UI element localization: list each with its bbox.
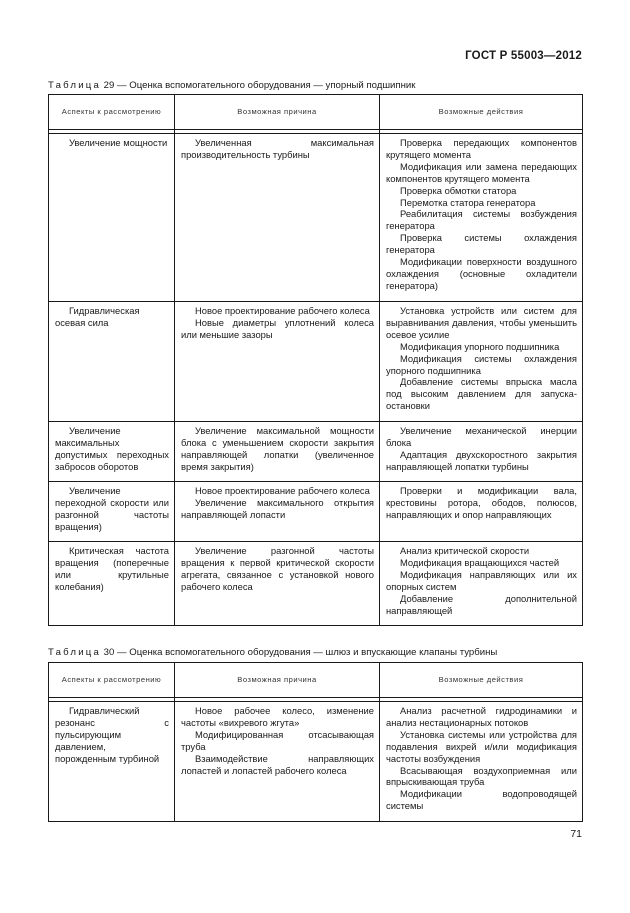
cause-cell: Увеличенная максимальная производительность турбины	[175, 134, 380, 302]
table-row	[49, 302, 583, 422]
column-header-cause: Возможная причина	[175, 663, 380, 698]
column-header-aspects: Аспекты к рассмотрению	[49, 663, 175, 698]
table-30-caption	[48, 647, 497, 658]
table-row	[49, 422, 583, 482]
table-row	[49, 702, 583, 822]
table-29	[48, 94, 583, 626]
column-header-cause: Возможная причина	[175, 95, 380, 130]
cause-cell: Увеличение разгонной частоты вращения к первой критической скорости агрегата, связанное с установкой нового рабочего колеса	[175, 542, 380, 626]
aspect-cell: Увеличение мощности	[49, 134, 175, 302]
table-30	[48, 662, 583, 822]
table-30-caption-text: 30 — Оценка вспомогательного оборудования — шлюз и впускающие клапаны турбины	[101, 647, 498, 658]
aspect-cell: Гидравлическая осевая сила	[49, 302, 175, 422]
aspect-cell: Увеличение переходной скорости или разгонной частоты вращения)	[49, 482, 175, 542]
cause-cell: Новое рабочее колесо, изменение частоты «вихревого жгута» Модифицированная отсасывающая труба Взаимодействие направляющих лопастей и лопастей рабочего колеса	[175, 702, 380, 822]
table-30-caption-prefix: Таблица	[48, 647, 102, 658]
table-row	[49, 542, 583, 626]
page-number: 71	[570, 828, 582, 840]
aspect-cell: Гидравлический резонанс с пульсирующим давлением, порожденным турбиной	[49, 702, 175, 822]
column-header-aspects: Аспекты к рассмотрению	[49, 95, 175, 130]
column-header-actions: Возможные действия	[380, 663, 583, 698]
actions-cell: Увеличение механической инерции блока Адаптация двухскоростного закрытия направляющей лопатки турбины	[380, 422, 583, 482]
actions-cell: Анализ расчетной гидродинамики и анализ нестационарных потоков Установка системы или устройства для подавления вихрей и/или модификация частоты возбуждения Всасывающая воздухоприемная или впрыскивающая труба Модификации водопроводящей системы	[380, 702, 583, 822]
table-row	[49, 482, 583, 542]
table-29-caption	[48, 80, 415, 91]
actions-cell: Установка устройств или систем для выравнивания давления, чтобы уменьшить осевое усилие Модификация упорного подшипника Модификация системы охлаждения упорного подшипника Добавление системы впрыска масла под высоким давлением для запуска-остановки	[380, 302, 583, 422]
cause-cell: Увеличение максимальной мощности блока с уменьшением скорости закрытия направляющей лопатки (увеличенное время закрытия)	[175, 422, 380, 482]
cause-cell: Новое проектирование рабочего колеса Новые диаметры уплотнений колеса или меньшие зазоры	[175, 302, 380, 422]
actions-cell: Анализ критической скорости Модификация вращающихся частей Модификация направляющих или их опорных систем Добавление дополнительной направляющей	[380, 542, 583, 626]
aspect-cell: Увеличение максимальных допустимых переходных забросов оборотов	[49, 422, 175, 482]
aspect-cell: Критическая частота вращения (поперечные или крутильные колебания)	[49, 542, 175, 626]
cause-cell: Новое проектирование рабочего колеса Увеличение максимального открытия направляющей лопасти	[175, 482, 380, 542]
actions-cell: Проверка передающих компонентов крутящего момента Модификация или замена передающих компонентов крутящего момента Проверка обмотки статора Перемотка статора генератора Реабилитация системы возбуждения генератора Проверка системы охлаждения генератора Модификации поверхности воздушного охлаждения (основные охладители генератора)	[380, 134, 583, 302]
table-29-caption-prefix: Таблица	[48, 80, 102, 91]
table-29-caption-text: 29 — Оценка вспомогательного оборудования — упорный подшипник	[101, 80, 416, 91]
table-row	[49, 134, 583, 302]
actions-cell: Проверки и модификации вала, крестовины ротора, ободов, полюсов, направляющих и опор направляющих	[380, 482, 583, 542]
standard-code: ГОСТ Р 55003—2012	[465, 50, 582, 62]
column-header-actions: Возможные действия	[380, 95, 583, 130]
